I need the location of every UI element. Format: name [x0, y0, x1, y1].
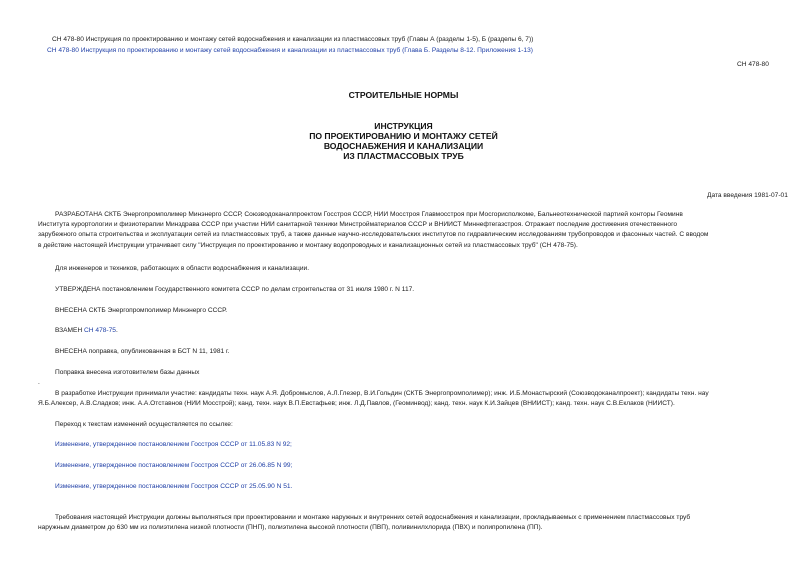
change-link[interactable]: Изменение, утвержденное постановлением Госстроя СССР от 26.06.85 N 99;	[55, 462, 293, 469]
amendment-by-text: Поправка внесена изготовителем базы данных	[55, 369, 200, 376]
amendment-text: ВНЕСЕНА поправка, опубликованная в БСТ N 11, 1981 г.	[55, 348, 230, 355]
title-line: ВОДОСНАБЖЕНИЯ И КАНАЛИЗАЦИИ	[323, 141, 484, 151]
stray-dot: .	[38, 379, 40, 386]
doc-link-chapters-a-b[interactable]: СН 478-80 Инструкция по проектированию и монтажу сетей водоснабжения и канализации из пластмассовых труб (Главы А (разделы 1-5), Б (разделы 6, 7))	[52, 36, 534, 43]
paragraph-line: РАЗРАБОТАНА СКТБ Энергопромполимер Минэнерго СССР, Союзводоканалпроектом Госстроя СССР, НИИ Мосстроя Главмосстроя при Мосгорисполкоме, Бальнеотехнической партией конторы Геоминв	[55, 211, 683, 218]
paragraph-line: наружным диаметром до 630 мм из полиэтилена низкой плотности (ПНП), полиэтилена высокой плотности (ПВП), поливинилхлорида (ПВХ) и полипропилена (ПП).	[38, 524, 543, 532]
intro-date: Дата введения 1981-07-01	[707, 192, 788, 199]
paragraph-line: В разработке Инструкции принимали участие: кандидаты техн. наук А.Я. Добромыслов, А.Л.Глезер, В.И.Гольдин (СКТБ Энергопромполимер); инж. И.Б.Монастырский (Союзводоканалпроект); кандидаты техн. нау	[55, 390, 709, 397]
standard-heading: СТРОИТЕЛЬНЫЕ НОРМЫ	[348, 90, 459, 100]
replaces-text	[55, 326, 118, 335]
participants-paragraph	[38, 389, 773, 409]
doc-code: СН 478-80	[737, 61, 769, 68]
introduced-text: ВНЕСЕНА СКТБ Энергопромполимер Минэнерго СССР.	[55, 307, 228, 314]
paragraph-line: зарубежного опыта строительства и эксплуатации сетей из пластмассовых труб, а также данные научно-исследовательских институтов по гидравлическим исследованиям трубопроводов и фасонных частей. С вводом	[38, 231, 709, 239]
title-line: ПО ПРОЕКТИРОВАНИЮ И МОНТАЖУ СЕТЕЙ	[309, 131, 498, 141]
paragraph-line: Института курортологии и физиотерапии Минздрава СССР при участии НИИ санитарной техники Минстройматериалов СССР и ВНИИСТ Миннефтегазстроя. Отражает последние достижения отечественного	[38, 221, 678, 229]
paragraph-line: Я.Б.Алексер, А.В.Сладков; инж. А.А.Отставнов (НИИ Мосстрой); канд. техн. наук В.П.Евстафьев; инж. Л.Д.Павлов, (Геоминвод); канд. техн. наук К.И.Зайцев (ВНИИСТ); канд. техн. наук С.В.Еклаков (НИИСТ).	[38, 400, 675, 408]
requirements-paragraph	[38, 513, 773, 533]
replaces-link[interactable]: СН 478-75	[84, 327, 116, 334]
changes-intro: Переход к текстам изменений осуществляется по ссылке:	[55, 421, 233, 428]
developed-paragraph	[38, 210, 773, 251]
replaces-end: .	[115, 327, 118, 334]
replaces-label: ВЗАМЕН	[55, 327, 85, 334]
change-link[interactable]: Изменение, утвержденное постановлением Госстроя СССР от 11.05.83 N 92;	[55, 441, 292, 448]
paragraph-line: в действие настоящей Инструкции утрачивает силу "Инструкция по проектированию и монтажу водопроводных и канализационных сетей из пластмассовых труб" (СН 478-75).	[38, 241, 578, 249]
approved-text: УТВЕРЖДЕНА постановлением Государственного комитета СССР по делам строительства от 31 июля 1980 г. N 117.	[55, 286, 415, 293]
audience-text: Для инженеров и техников, работающих в области водоснабжения и канализации.	[55, 265, 310, 272]
doc-link-chapter-b-appendices[interactable]: СН 478-80 Инструкция по проектированию и монтажу сетей водоснабжения и канализации из пластмассовых труб (Глава Б. Разделы 8-12. Приложения 1-13)	[47, 47, 533, 54]
title-line: ИНСТРУКЦИЯ	[374, 121, 433, 131]
paragraph-line: Требования настоящей Инструкции должны выполняться при проектировании и монтаже наружных и внутренних сетей водоснабжения и канализации, прокладываемых с применением пластмассовых труб	[55, 514, 691, 521]
change-link[interactable]: Изменение, утвержденное постановлением Госстроя СССР от 25.05.90 N 51.	[55, 483, 293, 490]
title-line: ИЗ ПЛАСТМАССОВЫХ ТРУБ	[343, 151, 464, 161]
